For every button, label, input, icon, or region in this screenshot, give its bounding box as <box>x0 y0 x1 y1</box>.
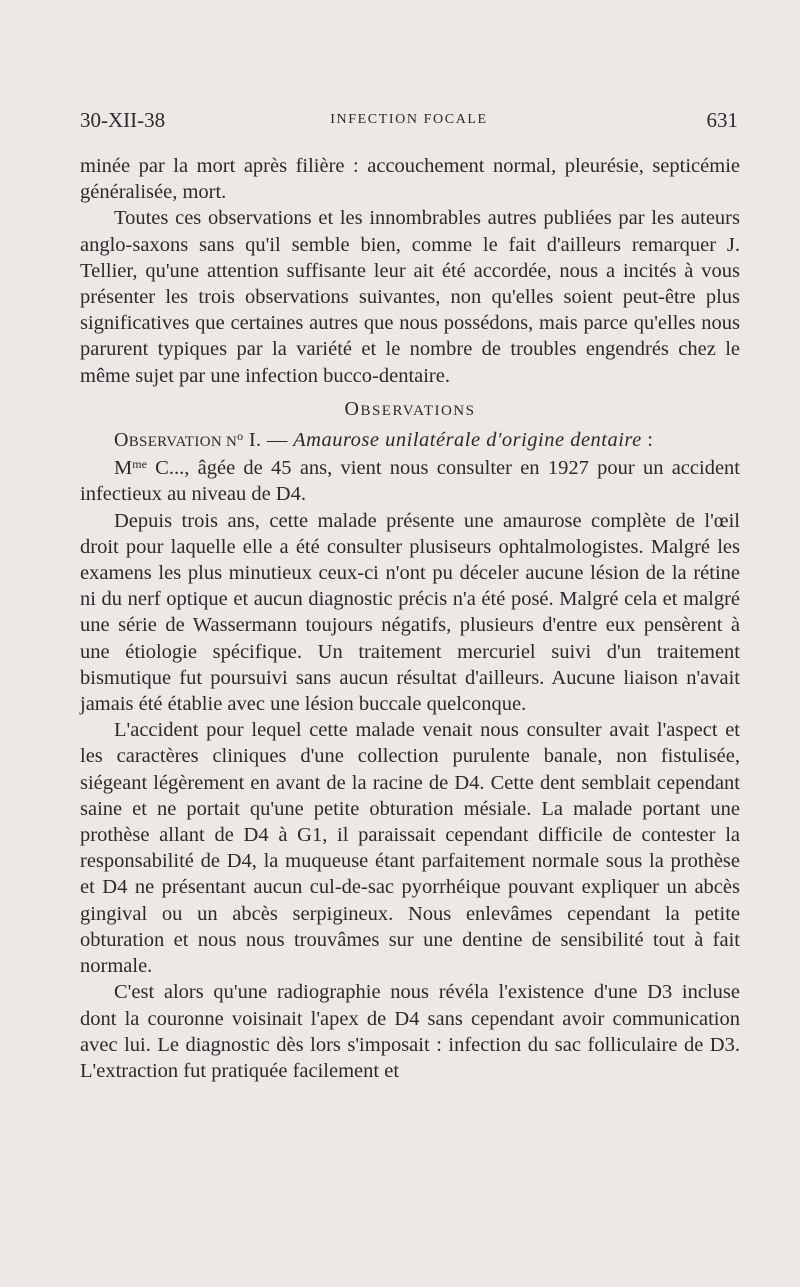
paragraph: L'accident pour lequel cette malade venait nous consulter avait l'aspect et les caractères cliniques d'une collection purulente banale, non fistulisée, siégeant légèrement en avant de la racine de D4. Cette dent semblait cependant saine et ne portait qu'une petite obturation mésiale. La malade portant une prothèse allant de D4 à G1, il paraissait cependant difficile de contester la responsabilité de D4, la muqueuse étant parfaitement normale sous la prothèse et D4 ne présentant aucun cul-de-sac pyorrhéique pouvant expliquer un abcès gingival ou un abcès serpigineux. Nous enlevâmes cependant la petite obturation et nous nous trouvâmes sur une dentine de sensibilité tout à fait normale. <box>80 719 740 978</box>
page-number: 631 <box>706 108 738 132</box>
page-body <box>80 153 740 1084</box>
paragraph-continuation: minée par la mort après filière : accouchement normal, pleurésie, septicémie généralisée, mort. <box>80 155 740 204</box>
paragraph: Toutes ces observations et les innombrables autres publiées par les auteurs anglo-saxons sans qu'il semble bien, comme le fait d'ailleurs remarquer J. Tellier, qu'une attention suffisante leur ait été accordée, nous a incités à vous présenter les trois observations suivantes, non qu'elles soient peut-être plus significatives que certaines autres que nous possédons, mais parce qu'elles nous parurent typiques par la variété et le nombre de troubles engendrés chez le même sujet par une infection bucco-dentaire. <box>80 207 740 387</box>
observation-heading: OBSERVATION $N^o$ I. — Amaurose unilatérale d'origine dentaire : <box>114 429 654 452</box>
paragraph: Depuis trois ans, cette malade présente une amaurose complète de l'œil droit pour laquelle elle a été consulter plusiseurs ophtalmologistes. Malgré les examens les plus minutieux ceux-ci n'ont pu déceler aucune lésion de la rétine ni du nerf optique et aucun diagnostic précis n'a été posé. Malgré cela et malgré une série de Wassermann toujours négatifs, plusieurs d'entre eux pensèrent à une étiologie spécifique. Un traitement mercuriel suivi d'un traitement bismutique fut poursuivi sans aucun résultat d'ailleurs. Aucune liaison n'avait jamais été établie avec une lésion buccale quelconque. <box>80 509 740 716</box>
header-title: INFECTION FOCALE <box>330 112 488 127</box>
observation-title: Amaurose unilatérale d'origine dentaire <box>293 429 642 452</box>
section-title: OBSERVATIONS <box>344 397 476 420</box>
paragraph: C'est alors qu'une radiographie nous révéla l'existence d'une D3 incluse dont la couronne voisinait l'apex de D4 sans cependant avoir communication avec lui. Le diagnostic dès lors s'imposait : infection du sac folliculaire de D3. L'extraction fut pratiquée facilement et <box>80 981 740 1082</box>
running-header <box>80 108 738 132</box>
paragraph: $M^{me}$ C..., âgée de 45 ans, vient nous consulter en 1927 pour un accident infectieux au niveau de D4. <box>80 457 740 506</box>
header-date: 30-XII-38 <box>80 108 166 132</box>
